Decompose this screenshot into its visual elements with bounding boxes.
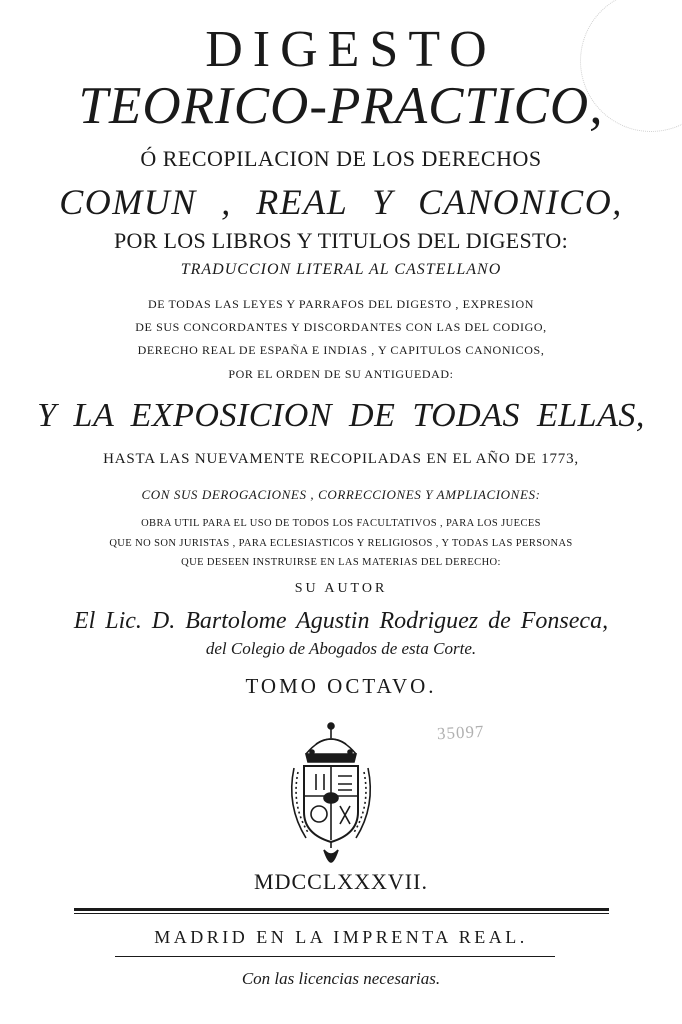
thin-divider <box>74 913 609 914</box>
publication-year: MDCCLXXXVII. <box>254 869 428 894</box>
author-label: SU AUTOR <box>294 581 388 596</box>
description-line-1: DE TODAS LAS LEYES Y PARRAFOS DEL DIGESTO , EXPRESION <box>147 297 535 311</box>
recopilacion-line: Ó RECOPILACION DE LOS DERECHOS <box>140 146 542 171</box>
author-affiliation: del Colegio de Abogados de esta Corte. <box>205 639 477 658</box>
exposicion-line: Y LA EXPOSICION DE TODAS ELLAS, <box>37 397 645 434</box>
book-title: DIGESTO <box>205 21 497 78</box>
description-line-4: POR EL ORDEN DE SU ANTIGUEDAD: <box>228 367 454 381</box>
volume-label: TOMO OCTAVO. <box>245 674 437 698</box>
description-line-3: DERECHO REAL DE ESPAÑA E INDIAS , Y CAPITULOS CANONICOS, <box>137 343 545 357</box>
imprint-divider <box>115 956 555 957</box>
obra-line-2: QUE NO SON JURISTAS , PARA ECLESIASTICOS Y RELIGIOSOS , Y TODAS LAS PERSONAS <box>109 538 573 549</box>
obra-line-1: OBRA UTIL PARA EL USO DE TODOS LOS FACULTATIVOS , PARA LOS JUECES <box>141 518 541 529</box>
licenses-line: Con las licencias necesarias. <box>241 969 441 988</box>
hasta-line: HASTA LAS NUEVAMENTE RECOPILADAS EN EL AÑO DE 1773, <box>103 451 579 467</box>
description-line-2: DE SUS CONCORDANTES Y DISCORDANTES CON LAS DEL CODIGO, <box>135 320 547 334</box>
derechos-line: COMUN , REAL Y CANONICO, <box>59 182 623 222</box>
imprint: MADRID EN LA IMPRENTA REAL. <box>154 927 528 947</box>
thick-divider <box>74 908 609 911</box>
library-stamp: 35097 <box>436 721 485 744</box>
book-subtitle: TEORICO-PRACTICO, <box>78 77 604 135</box>
traduccion-line: TRADUCCION LITERAL AL CASTELLANO <box>180 261 502 278</box>
derogaciones-line: CON SUS DEROGACIONES , CORRECCIONES Y AMPLIACIONES: <box>141 487 541 502</box>
obra-line-3: QUE DESEEN INSTRUIRSE EN LAS MATERIAS DEL DERECHO: <box>181 557 501 568</box>
libros-line: POR LOS LIBROS Y TITULOS DEL DIGESTO: <box>114 228 568 253</box>
author-name: El Lic. D. Bartolome Agustin Rodriguez de Fonseca, <box>73 608 609 634</box>
royal-coat-of-arms-icon <box>276 716 386 864</box>
